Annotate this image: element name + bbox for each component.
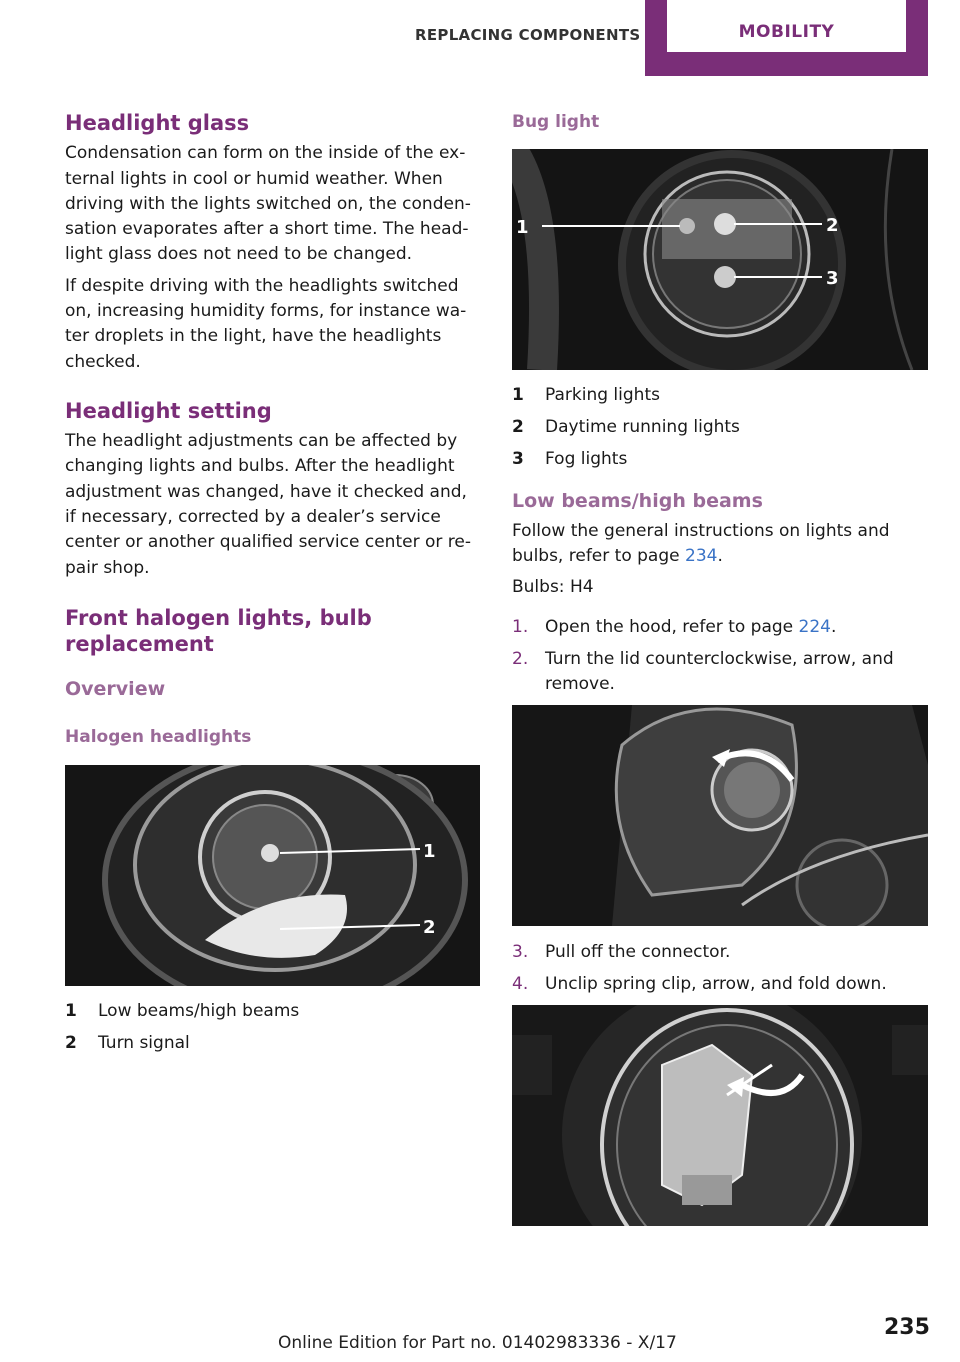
paragraph-text: . <box>717 546 723 567</box>
list-item <box>512 415 928 440</box>
bug-callout-3: 3 <box>826 268 839 290</box>
steps-list-b <box>512 940 928 997</box>
step-label: Unclip spring clip, arrow, and fold down. <box>545 973 887 994</box>
step-label: . <box>830 616 837 637</box>
list-item <box>512 383 928 408</box>
left-column <box>65 108 480 1063</box>
step-text <box>545 615 836 640</box>
overview-heading: Overview <box>65 678 166 701</box>
legend-label: Daytime running lights <box>545 417 740 438</box>
step-number: 3. <box>512 941 529 962</box>
right-column <box>512 108 928 1226</box>
chapter-tab-label: MOBILITY <box>738 22 835 42</box>
bug-callout-1: 1 <box>516 217 529 239</box>
legend-number: 2 <box>65 1033 77 1054</box>
legend-label: Parking lights <box>545 385 660 406</box>
legend-number: 1 <box>65 1001 77 1022</box>
legend-number: 1 <box>512 385 524 406</box>
step-number: 2. <box>512 648 529 669</box>
halogen-headlights-heading: Halogen headlights <box>65 727 252 748</box>
legend-label: Fog lights <box>545 449 628 470</box>
headlight-glass-paragraph-1: Condensation can form on the inside of the ex‐ternal lights in cool or humid weather. When driving with the lights switched on, the conden‐sation evaporates after a short time. The head‐light glass does not need to be changed. <box>65 143 471 265</box>
list-item <box>512 972 928 997</box>
headlight-setting-heading: Headlight setting <box>65 398 272 423</box>
bug-callout-2: 2 <box>826 215 839 237</box>
spring-clip-image <box>512 1005 928 1226</box>
lid-removal-image <box>512 705 928 926</box>
list-item <box>65 1031 480 1056</box>
legend-label: Low beams/high beams <box>98 1001 300 1022</box>
headlight-setting-paragraph: The headlight adjustments can be affected by changing lights and bulbs. After the headlight adjustment was changed, have it checked and, if necessary, corrected by a dealer’s service center or another qualified service center or re‐pair shop. <box>65 431 471 578</box>
low-high-beams-heading: Low beams/high beams <box>512 490 763 513</box>
bulbs-type: Bulbs: H4 <box>512 577 594 598</box>
halogen-callout-2: 2 <box>423 917 436 939</box>
page-number: 235 <box>884 1315 930 1340</box>
step-label: Open the hood, refer to page <box>545 616 799 637</box>
bug-light-heading: Bug light <box>512 112 600 132</box>
list-item <box>512 615 928 640</box>
steps-list-a <box>512 615 928 697</box>
bug-light-image <box>512 149 928 370</box>
front-halogen-heading: Front halogen lights, bulb replacement <box>65 605 372 657</box>
legend-number: 2 <box>512 417 524 438</box>
list-item <box>512 647 928 697</box>
step-label: Pull off the connector. <box>545 941 731 962</box>
low-high-paragraph <box>512 519 928 570</box>
section-title: REPLACING COMPONENTS <box>415 26 641 44</box>
page-224-link[interactable]: 224 <box>798 616 831 637</box>
list-item <box>512 940 928 965</box>
headlight-glass-paragraph-2: If despite driving with the headlights switched on, increasing humidity forms, for instance wa‐ter droplets in the light, have the headlights checked. <box>65 275 467 372</box>
list-item <box>512 447 928 472</box>
page-234-link[interactable]: 234 <box>685 546 718 567</box>
step-number: 4. <box>512 973 529 994</box>
step-label: Turn the lid counterclockwise, arrow, and remove. <box>545 648 894 694</box>
list-item <box>65 999 480 1024</box>
step-number: 1. <box>512 616 529 637</box>
halogen-legend <box>65 999 480 1056</box>
headlight-glass-heading: Headlight glass <box>65 111 250 135</box>
paragraph-text: Follow the general instructions on lights and bulbs, refer to page <box>512 520 890 567</box>
edition-footer: Online Edition for Part no. 01402983336 - X/17 <box>278 1333 677 1353</box>
halogen-headlight-image <box>65 765 480 986</box>
legend-number: 3 <box>512 449 524 470</box>
chapter-tab[interactable] <box>645 0 928 76</box>
legend-label: Turn signal <box>98 1033 190 1054</box>
halogen-callout-1: 1 <box>423 841 436 863</box>
bug-light-legend <box>512 383 928 472</box>
